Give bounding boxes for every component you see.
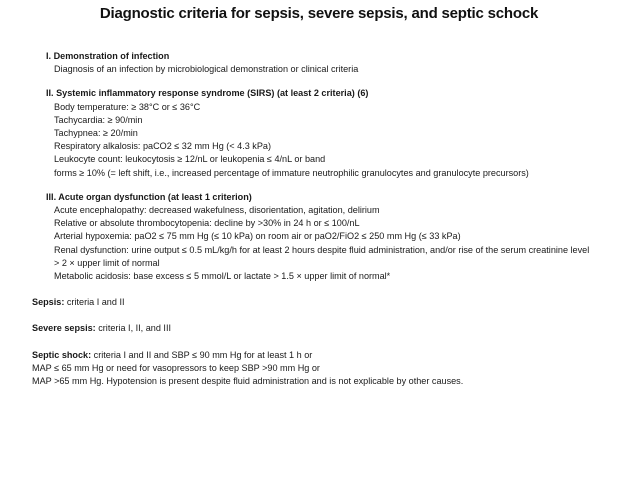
document-title: Diagnostic criteria for sepsis, severe sepsis, and septic schock xyxy=(99,5,539,22)
severe-sepsis-summary xyxy=(32,322,624,335)
section-3-line: Arterial hypoxemia: paO2 ≤ 75 mm Hg (≤ 10 kPa) on room air or paO2/FiO2 ≤ 250 mm Hg (≤ 33 kPa) xyxy=(54,231,461,242)
septic-shock-line: MAP >65 mm Hg. Hypotension is present despite fluid administration and is not explicable by other causes. xyxy=(32,376,464,387)
section-3-line: Metabolic acidosis: base excess ≤ 5 mmol/L or lactate > 1.5 × upper limit of normal* xyxy=(54,271,391,282)
section-2-line: Body temperature: ≥ 38°C or ≤ 36°C xyxy=(54,101,201,112)
septic-shock-label: Septic shock: xyxy=(32,349,92,360)
criteria-document xyxy=(34,50,624,388)
sepsis-label: Sepsis: xyxy=(32,297,65,308)
severe-sepsis-text: criteria I, II, and III xyxy=(95,323,172,334)
section-2-line: Tachypnea: ≥ 20/min xyxy=(54,128,138,139)
section-2-heading: II. Systemic inflammatory response syndrome (SIRS) (at least 2 criteria) (6) xyxy=(46,88,369,99)
section-3-line: Renal dysfunction: urine output ≤ 0.5 mL/kg/h for at least 2 hours despite fluid administration, and/or rise of the serum creatinine level xyxy=(54,244,590,255)
section-2-line: Respiratory alkalosis: paCO2 ≤ 32 mm Hg (< 4.3 kPa) xyxy=(54,141,272,152)
septic-shock-summary xyxy=(32,349,624,362)
septic-shock-line: MAP ≤ 65 mm Hg or need for vasopressors to keep SBP >90 mm Hg or xyxy=(32,362,320,373)
section-2-line: forms ≥ 10% (= left shift, i.e., increased percentage of immature neutrophilic granulocytes and granulocyte precursors) xyxy=(54,167,529,178)
severe-sepsis-label: Severe sepsis: xyxy=(32,323,96,334)
sepsis-text: criteria I and II xyxy=(64,297,125,308)
septic-shock-text: criteria I and II and SBP ≤ 90 mm Hg for at least 1 h or xyxy=(91,349,313,360)
section-3-line: Relative or absolute thrombocytopenia: decline by >30% in 24 h or ≤ 100/nL xyxy=(54,218,360,229)
section-2-line: Tachycardia: ≥ 90/min xyxy=(54,114,143,125)
section-3-line: > 2 × upper limit of normal xyxy=(54,257,160,268)
sepsis-summary xyxy=(32,296,624,309)
section-3-line: Acute encephalopathy: decreased wakefulness, disorientation, agitation, delirium xyxy=(54,205,380,216)
section-1-heading: I. Demonstration of infection xyxy=(46,51,170,61)
section-3-heading: III. Acute organ dysfunction (at least 1 criterion) xyxy=(46,191,252,202)
section-2-line: Leukocyte count: leukocytosis ≥ 12/nL or leukopenia ≤ 4/nL or band xyxy=(54,154,326,165)
section-1-line: Diagnosis of an infection by microbiological demonstration or clinical criteria xyxy=(54,64,359,75)
